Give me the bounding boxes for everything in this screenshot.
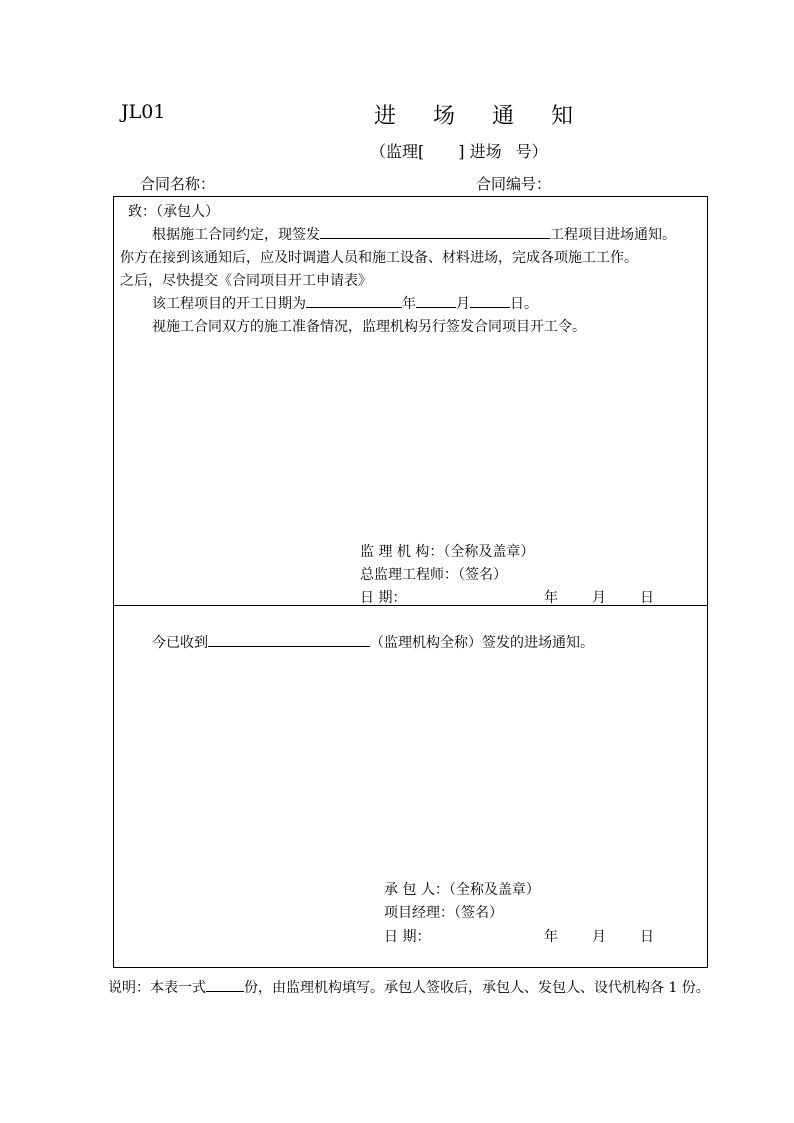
start-day-blank[interactable] — [470, 293, 510, 308]
start-month-blank[interactable] — [416, 293, 456, 308]
receipt-date-line — [384, 926, 654, 946]
recipient-line: 致：（承包人） — [128, 204, 219, 220]
para4-text: 该工程项目的开工日期为 — [152, 296, 306, 312]
notice-paragraph-3: 之后，尽快提交《合同项目开工申请表》 — [120, 273, 372, 289]
date-year-label: 年 — [544, 590, 558, 606]
start-year-blank[interactable] — [306, 293, 402, 308]
receipt-year-label: 年 — [544, 929, 558, 945]
form-table — [113, 196, 708, 968]
contract-number-label: 合同编号： — [476, 175, 552, 193]
notice-paragraph-1 — [152, 224, 676, 244]
contractor-signature: 承 包 人：（全称及盖章） — [384, 882, 540, 898]
day-label: 日。 — [510, 296, 538, 312]
notice-date-line — [360, 587, 654, 607]
date-month-label: 月 — [592, 590, 606, 606]
subtitle-open: （监理[ — [370, 142, 425, 161]
subtitle-num: 号） — [515, 142, 548, 161]
month-label: 月 — [456, 296, 470, 312]
receipt-statement — [152, 632, 594, 652]
project-manager-signature: 项目经理：（签名） — [384, 905, 503, 921]
contract-name-label: 合同名称： — [140, 175, 216, 193]
note-text-b: 份，由监理机构填写。承包人签收后，承包人、发包人、设代机构各 1 份。 — [244, 980, 710, 996]
receipt-text-b: （监理机构全称）签发的进场通知。 — [370, 635, 594, 651]
receipt-month-label: 月 — [592, 929, 606, 945]
receipt-day-label: 日 — [640, 929, 654, 945]
notice-paragraph-2: 你方在接到该通知后，应及时调遣人员和施工设备、材料进场，完成各项施工工作。 — [120, 250, 638, 266]
date-label: 日 期： — [360, 590, 407, 606]
supervisor-name-blank[interactable] — [208, 632, 370, 647]
form-code: JL01 — [121, 101, 166, 123]
notice-paragraph-5: 视施工合同双方的施工准备情况，监理机构另行签发合同项目开工令。 — [152, 319, 586, 335]
note-text-a: 说明：本表一式 — [108, 980, 206, 996]
year-label: 年 — [402, 296, 416, 312]
copies-blank[interactable] — [206, 977, 244, 992]
project-name-blank[interactable] — [320, 224, 550, 239]
date-day-label: 日 — [640, 590, 654, 606]
notice-number-line — [370, 139, 548, 162]
subtitle-close: ] 进场 — [458, 142, 502, 161]
section-divider — [114, 605, 707, 606]
supervisor-org-signature: 监 理 机 构：（全称及盖章） — [360, 544, 535, 560]
para1-text-b: 工程项目进场通知。 — [550, 227, 676, 243]
para1-text-a: 根据施工合同约定，现签发 — [152, 227, 320, 243]
footnote — [108, 975, 773, 1001]
page-title: 进 场 通 知 — [374, 104, 588, 129]
start-date-line — [152, 293, 538, 313]
receipt-text-a: 今已收到 — [152, 635, 208, 651]
receipt-date-label: 日 期： — [384, 929, 431, 945]
chief-engineer-signature: 总监理工程师：（签名） — [360, 567, 507, 583]
